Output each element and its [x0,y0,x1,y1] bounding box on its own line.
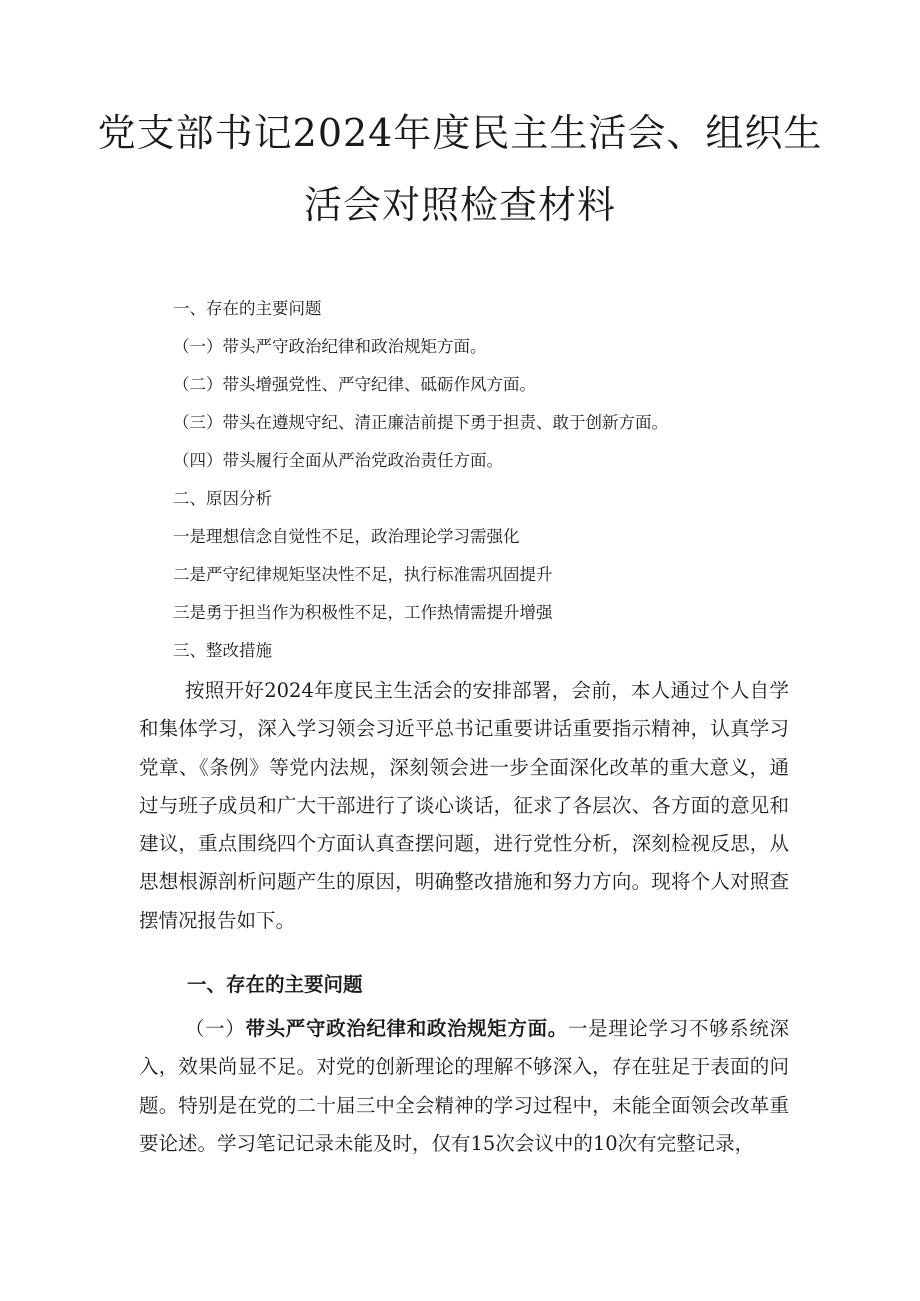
subsection-heading: 带头严守政治纪律和政治规矩方面。 [245,1017,568,1040]
section-heading: 一、存在的主要问题 [187,973,363,996]
outline-item: 三是勇于担当作为积极性不足，工作热情需提升增强 [173,603,553,622]
document-title-line-2: 活会对照检查材料 [303,183,616,227]
subsection-body: 一是理论学习不够系统深入，效果尚显不足。对党的创新理论的理解不够深入，存在驻足于表面的问题。特别是在党的二十届三中全会精神的学习过程中，未能全面领会改革重要论述。学习笔记记录未能及时，仅有15次会议中的10次有完整记录， [139,1017,789,1155]
outline-item: 三、整改措施 [173,641,272,660]
outline-item: 一、存在的主要问题 [173,299,322,318]
outline-item: （四）带头履行全面从严治党政治责任方面。 [173,451,503,470]
intro-paragraph: 按照开好2024年度民主生活会的安排部署，会前，本人通过个人自学和集体学习，深入学习领会习近平总书记重要讲话重要指示精神，认真学习党章、《条例》等党内法规，深刻领会进一步全面深化改革的重大意义，通过与班子成员和广大干部进行了谈心谈话，征求了各层次、各方面的意见和建议，重点围绕四个方面认真查摆问题，进行党性分析，深刻检视反思，从思想根源剖析问题产生的原因，明确整改措施和努力方向。现将个人对照查摆情况报告如下。 [139,679,789,932]
outline-item: （二）带头增强党性、严守纪律、砥砺作风方面。 [173,375,536,394]
subsection-label: （一） [185,1017,246,1040]
outline-item: 一是理想信念自觉性不足，政治理论学习需强化 [173,527,520,546]
subsection-paragraph [139,1010,789,1163]
outline-item: （三）带头在遵规守纪、清正廉洁前提下勇于担责、敢于创新方面。 [173,413,668,432]
outline-item: （一）带头严守政治纪律和政治规矩方面。 [173,337,487,356]
outline-item: 二、原因分析 [173,489,272,508]
outline-item: 二是严守纪律规矩坚决性不足，执行标准需巩固提升 [173,565,553,584]
document-title-line-1: 党支部书记2024年度民主生活会、组织生 [97,111,823,155]
